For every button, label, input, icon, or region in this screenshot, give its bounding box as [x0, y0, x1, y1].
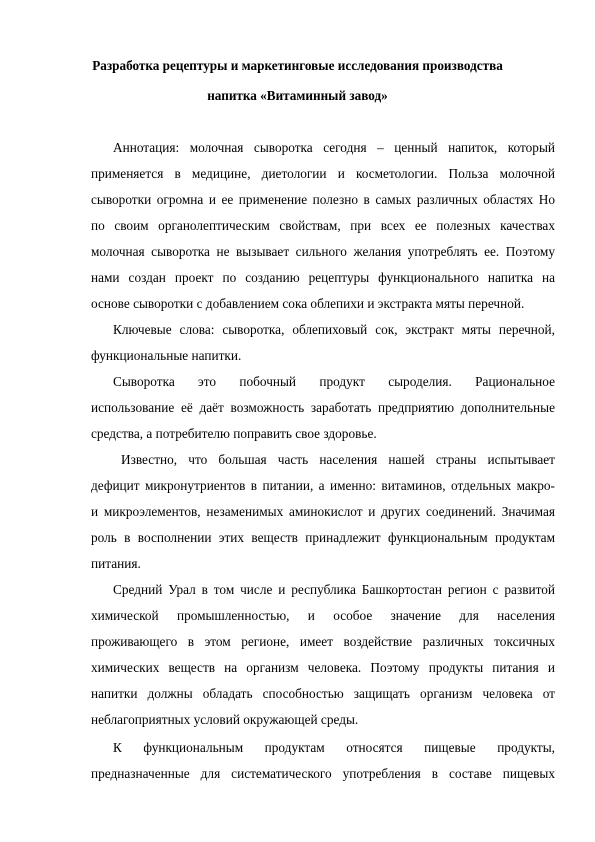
paragraph-line: напитки должны обладать способностью защищать организм человека от [91, 686, 555, 701]
paragraph-line: питания. [91, 556, 141, 571]
keywords-line: Ключевые слова: сыворотка, облепиховый сок, экстракт мяты перечной, [113, 322, 555, 337]
abstract-line: по своим органолептическим свойствам, при всех ее полезных качествах [91, 218, 555, 233]
paragraph-line: Сыворотка это побочный продукт сыроделия. Рациональное [113, 374, 555, 389]
document-title-line-2: напитка «Витаминный завод» [207, 88, 388, 103]
abstract-line: сыворотки огромна и ее применение полезно в самых различных областях Но [91, 192, 555, 207]
paragraph-line: проживающего в этом регионе, имеет воздействие различных токсичных [91, 634, 555, 649]
paragraph-line: К функциональным продуктам относятся пищевые продукты, [113, 740, 555, 755]
paragraph-line: химических веществ на организм человека. Поэтому продукты питания и [91, 660, 555, 675]
paragraph-line: неблагоприятных условий окружающей среды. [91, 712, 359, 727]
paragraph-line: предназначенные для систематического употребления в составе пищевых [91, 766, 555, 781]
paragraph-line: роль в восполнении этих веществ принадлежит функциональным продуктам [91, 530, 555, 545]
abstract-line: применяется в медицине, диетологии и косметологии. Польза молочной [91, 166, 555, 181]
document-title-line-1: Разработка рецептуры и маркетинговые исследования производства [92, 58, 503, 73]
paragraph-line: дефицит микронутриентов в питании, а именно: витаминов, отдельных макро- [91, 478, 555, 493]
paragraph-line: средства, а потребителю поправить свое здоровье. [91, 426, 377, 441]
abstract-line: нами создан проект по созданию рецептуры функционального напитка на [91, 270, 555, 285]
abstract-line: молочная сыворотка не вызывает сильного желания употреблять ее. Поэтому [91, 244, 555, 259]
abstract-line: основе сыворотки с добавлением сока облепихи и экстракта мяты перечной. [91, 296, 525, 311]
paragraph-line: Известно, что большая часть населения нашей страны испытывает [121, 452, 555, 467]
abstract-line: Аннотация: молочная сыворотка сегодня – ценный напиток, который [113, 140, 555, 155]
keywords-line: функциональные напитки. [91, 348, 242, 363]
paragraph-line: использование её даёт возможность заработать предприятию дополнительные [91, 400, 555, 415]
paragraph-line: Средний Урал в том числе и республика Башкортостан регион с развитой [113, 582, 555, 597]
paragraph-line: химической промышленностью, и особое значение для населения [91, 608, 555, 623]
paragraph-line: и микроэлементов, незаменимых аминокислот и других соединений. Значимая [91, 504, 555, 519]
